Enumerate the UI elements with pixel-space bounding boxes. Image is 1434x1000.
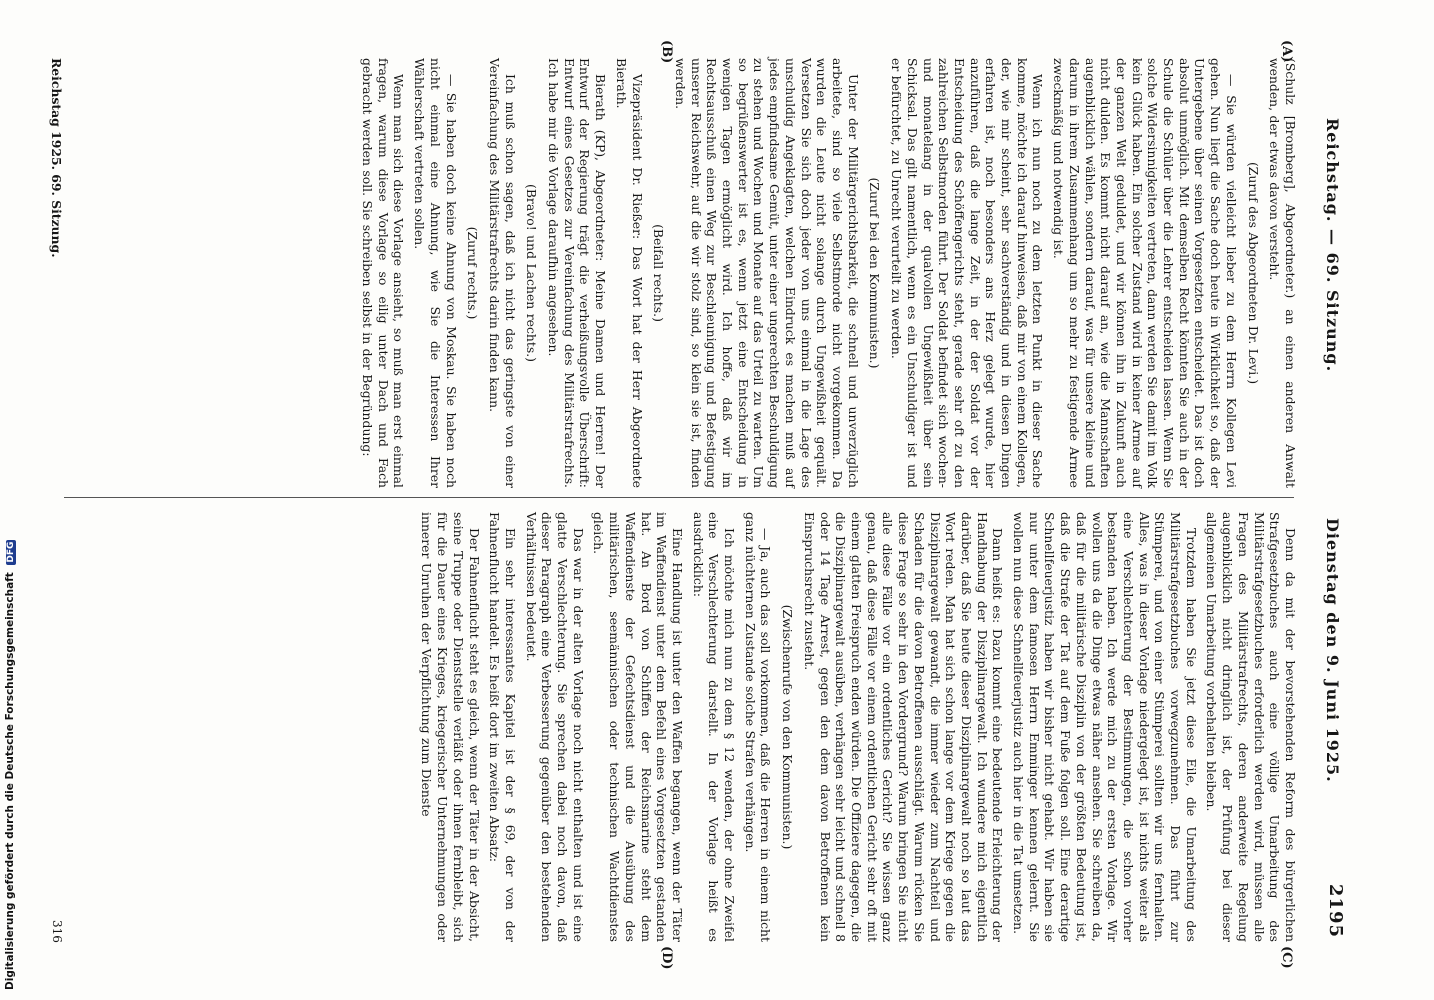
paragraph: Wenn ich nun noch zu dem letzten Punkt in dieser Sache komme, möchte ich darauf hinweisen, daß mir von einem Kollegen, der, wie mir scheint, sehr sachverständig und in diesen Dingen erfahren ist, noch besonders ans Herz gelegt wurde, hier anzuführen, daß die lange Zeit, in der der Soldat vor der Entscheidung des Schöffengerichts steht, gerade sehr oft zu den zahlreichen Selbstmorden führt. Der Soldat befindet sich wochen- und monatelang in der qualvollen Ungewißheit über sein Schicksal. Das gilt namentlich, wenn es ein Unschuldiger ist und er befürchtet, zu Unrecht verurteilt zu werden.: [889, 58, 1046, 488]
paragraph: — Sie haben doch keine Ahnung von Moskau. Sie haben noch nicht einmal eine Ahnung, wie Sie die Interessen Ihrer Wählerschaft vertreten sollen.: [412, 58, 459, 488]
margin-marker-c: (C): [1279, 946, 1294, 969]
paragraph: — Ja, auch das soll vorkommen, daß die Herren in einem nicht ganz nüchternen Zustande solche Strafen verhängen.: [742, 512, 774, 942]
margin-marker-b: (B): [659, 40, 674, 64]
quotation: Eine Handlung ist unter den Waffen begangen, wenn der Täter im Waffendienst unter dem Befehl eines Vorgesetzten gestanden hat. An Bord von Schiffen der Reichsmarine steht dem Waffendienste der Gefechtsdienst und die Ausübung des militärischen, seemännischen oder technischen Wachtdienstes gleich.: [591, 512, 685, 942]
paragraph: Wenn man sich diese Vorlage ansieht, so muß man erst einmal fragen, warum diese Vorlage so eilig unter Dach und Fach gebracht werden soll. Sie schreiben selbst in der Begründung:: [360, 58, 407, 488]
paragraph: Ein sehr interessantes Kapitel ist der § 69, der von der Fahnenflucht handelt. Es heißt dort im zweiten Absatz:: [487, 512, 518, 942]
quotation: Der Fahnenflucht steht es gleich, wenn der Täter in der Absicht, seine Truppe oder Dienststelle verläßt oder ihnen fernbleibt, sich für die Dauer eines Krieges, kriegerischer Unternehmungen oder innerer Unruhen der Verpflichtung zum Dienste: [419, 512, 482, 942]
page-footer-session: Reichstag 1925. 69. Sitzung.: [49, 58, 64, 258]
column-right: [414, 512, 1298, 942]
interjection: (Zuruf rechts.): [465, 226, 481, 320]
margin-marker-a: (A): [1279, 40, 1294, 63]
paragraph: Das war in der alten Vorlage noch nicht enthalten und ist eine glatte Verschlechterung. Sie sprechen dabei noch davon, daß dieser Paragraph eine Verbesserung gegenüber den bestehenden Verhältnissen bedeutet.: [523, 512, 586, 942]
column-left: [354, 58, 1298, 488]
speaker-paragraph: Vizepräsident Dr. Rießer: Das Wort hat der Herr Abgeordnete Bierath.: [613, 58, 645, 488]
column-divider: [64, 497, 1294, 498]
paragraph: Ich muß schon sagen, daß ich nicht das geringste von einer Vereinfachung des Militärstrafrechts darin finden kann.: [486, 58, 518, 488]
paragraph: Dann heißt es: Dazu kommt eine bedeutende Erleichterung der Handhabung der Disziplinargewalt. Ich wundere mich eigentlich darüber, daß Sie heute dieser Disziplinargewalt noch so laut das Wort reden. Man hat sich schon lange vor dem Kriege gegen die Disziplinargewalt gewandt, die immer wieder zum Nachteil und Schaden für die davon Betroffenen ausschlägt. Warum rücken Sie diese Frage so sehr in den Vordergrund? Warum bringen Sie nicht alle diese Fälle vor ein ordentliches Gericht? Sie wissen ganz genau, daß diese Fälle vor einem ordentlichen Gericht sehr oft mit einem glatten Freispruch enden würden. Die Offiziere dagegen, die die Disziplinargewalt ausüben, verhängen sehr leicht und schnell 8 oder 14 Tage Arrest, gegen den dem davon Betroffenen kein Einspruchsrecht zusteht.: [801, 512, 1006, 942]
page-number: 2195: [1325, 883, 1346, 938]
interjection: (Zuruf bei den Kommunisten.): [867, 177, 883, 369]
header-session: Reichstag. — 69. Sitzung.: [1323, 118, 1342, 373]
page-header: [1316, 58, 1346, 938]
interjection: (Beifall rechts.): [651, 224, 667, 322]
page-footer-number: 316: [50, 920, 64, 943]
interjection: (Zuruf des Abgeordneten Dr. Levi.): [1245, 161, 1261, 385]
paragraph: — Sie würden vielleicht lieber zu dem Herrn Kollegen Levi gehen. Nun liegt die Sache doch heute in Wirklichkeit so, daß der Untergebene über seinen Vorgesetzten entscheidet. Das ist doch absolut unmöglich. Mit demselben Recht könnten Sie auch in der Schule die Schüler über die Lehrer entscheiden lassen. Wenn Sie solche Widersinnigkeiten vertreten, dann werden Sie damit im Volk kein Glück haben. Ein solcher Zustand wird in keiner Armee auf der ganzen Welt geduldet, und wir können ihn in Zukunft auch nicht dulden. Es kommt nicht darauf an, wie die Mannschaften augenblicklich wählen, sondern darauf, was für unsere kleine und darum in ihrem Zusammenhang um so mehr zu festigende Armee zweckmäßig und notwendig ist.: [1051, 58, 1239, 488]
paragraph: Ich möchte mich nun zu dem § 12 wenden, der ohne Zweifel eine Verschlechterung darstellt. In der Vorlage heißt es ausdrücklich:: [690, 512, 738, 942]
interjection: (Zwischenrufe von den Kommunisten.): [780, 604, 796, 850]
quotation: Denn da mit der bevorstehenden Reform des bürgerlichen Strafgesetzbuches auch eine völlige Umarbeitung des Militärstrafgesetzbuches erforderlich werden wird, müssen alle Fragen des Militärstrafrechts, deren anderweite Regelung augenblicklich nicht dringlich ist, der Prüfung bei dieser allgemeinen Umarbeitung vorbehalten bleiben.: [1204, 512, 1298, 942]
margin-marker-d: (D): [659, 946, 674, 970]
dfg-logo: DFG: [6, 541, 16, 563]
paragraph: Unter der Militärgerichtsbarkeit, die schnell und unverzüglich arbeitete, sind so viele Selbstmorde nicht vorgekommen. Da wurden die Leute nicht solange durch Ungewißheit gequält. Versetzen Sie sich doch jeder von uns einmal in die Lage des unschuldig Angeklagten, welchen Eindruck es machen muß auf jedes empfindsame Gemüt, unter einer ungerechten Beschuldigung zu stehen und Wochen und Monate auf das Urteil zu warten. Um so begrüßenswerter ist es, wenn jetzt eine Entscheidung in wenigen Tagen ermöglicht wird. Ich hoffe, daß wir im Rechtsausschuß einen Weg zur Beschleunigung und Befestigung unserer Reichswehr, auf die wir stolz sind, so klein sie ist, finden werden.: [672, 58, 861, 488]
interjection: (Bravo! und Lachen rechts.): [524, 183, 540, 363]
paragraph: (Schulz [Bromberg], Abgeordneter.) an einen anderen Anwalt wenden, der etwas davon versteht.: [1267, 58, 1298, 488]
header-date: Dienstag den 9. Juni 1925.: [1323, 518, 1342, 783]
credit-text: Digitalisierung gefördert durch die Deutsche Forschungsgemeinschaft: [4, 572, 16, 990]
digitization-credit: [0, 0, 22, 1000]
paragraph: Trotzdem haben Sie jetzt diese Eile, die Umarbeitung des Militärstrafgesetzbuches vorwegzunehmen. Das führt zur Stümperei, und von einer Stümperei sollten wir uns fernhalten. Alles, was in dieser Vorlage niedergelegt ist, ist nichts weiter als eine Verschlechterung der Bestimmungen, die schon vorher bestanden haben. Ich werde mich zu der ersten Vorlage. Wir wollen uns da die Dinge etwas näher ansehen. Sie schreiben da, daß für die militärische Disziplin von der größten Bedeutung ist, daß die Strafe der Tat auf dem Fuße folgen soll. Eine derartige Schnellfeuerjustiz haben wir bisher nicht gehabt. Wir haben sie nur unter dem famosen Herrn Emminger kennen gelernt. Sie wollen nun diese Schnellfeuerjustiz auch hier in die Tat umsetzen.: [1011, 512, 1199, 942]
speaker-paragraph: Bierath (KP), Abgeordneter: Meine Damen und Herren! Der Entwurf der Regierung trägt die verheißungsvolle Überschrift: Entwurf eines Gesetzes zur Vereinfachung des Militärstrafrechts. Ich habe mir die Vorlage daraufhin angesehen.: [546, 58, 609, 488]
